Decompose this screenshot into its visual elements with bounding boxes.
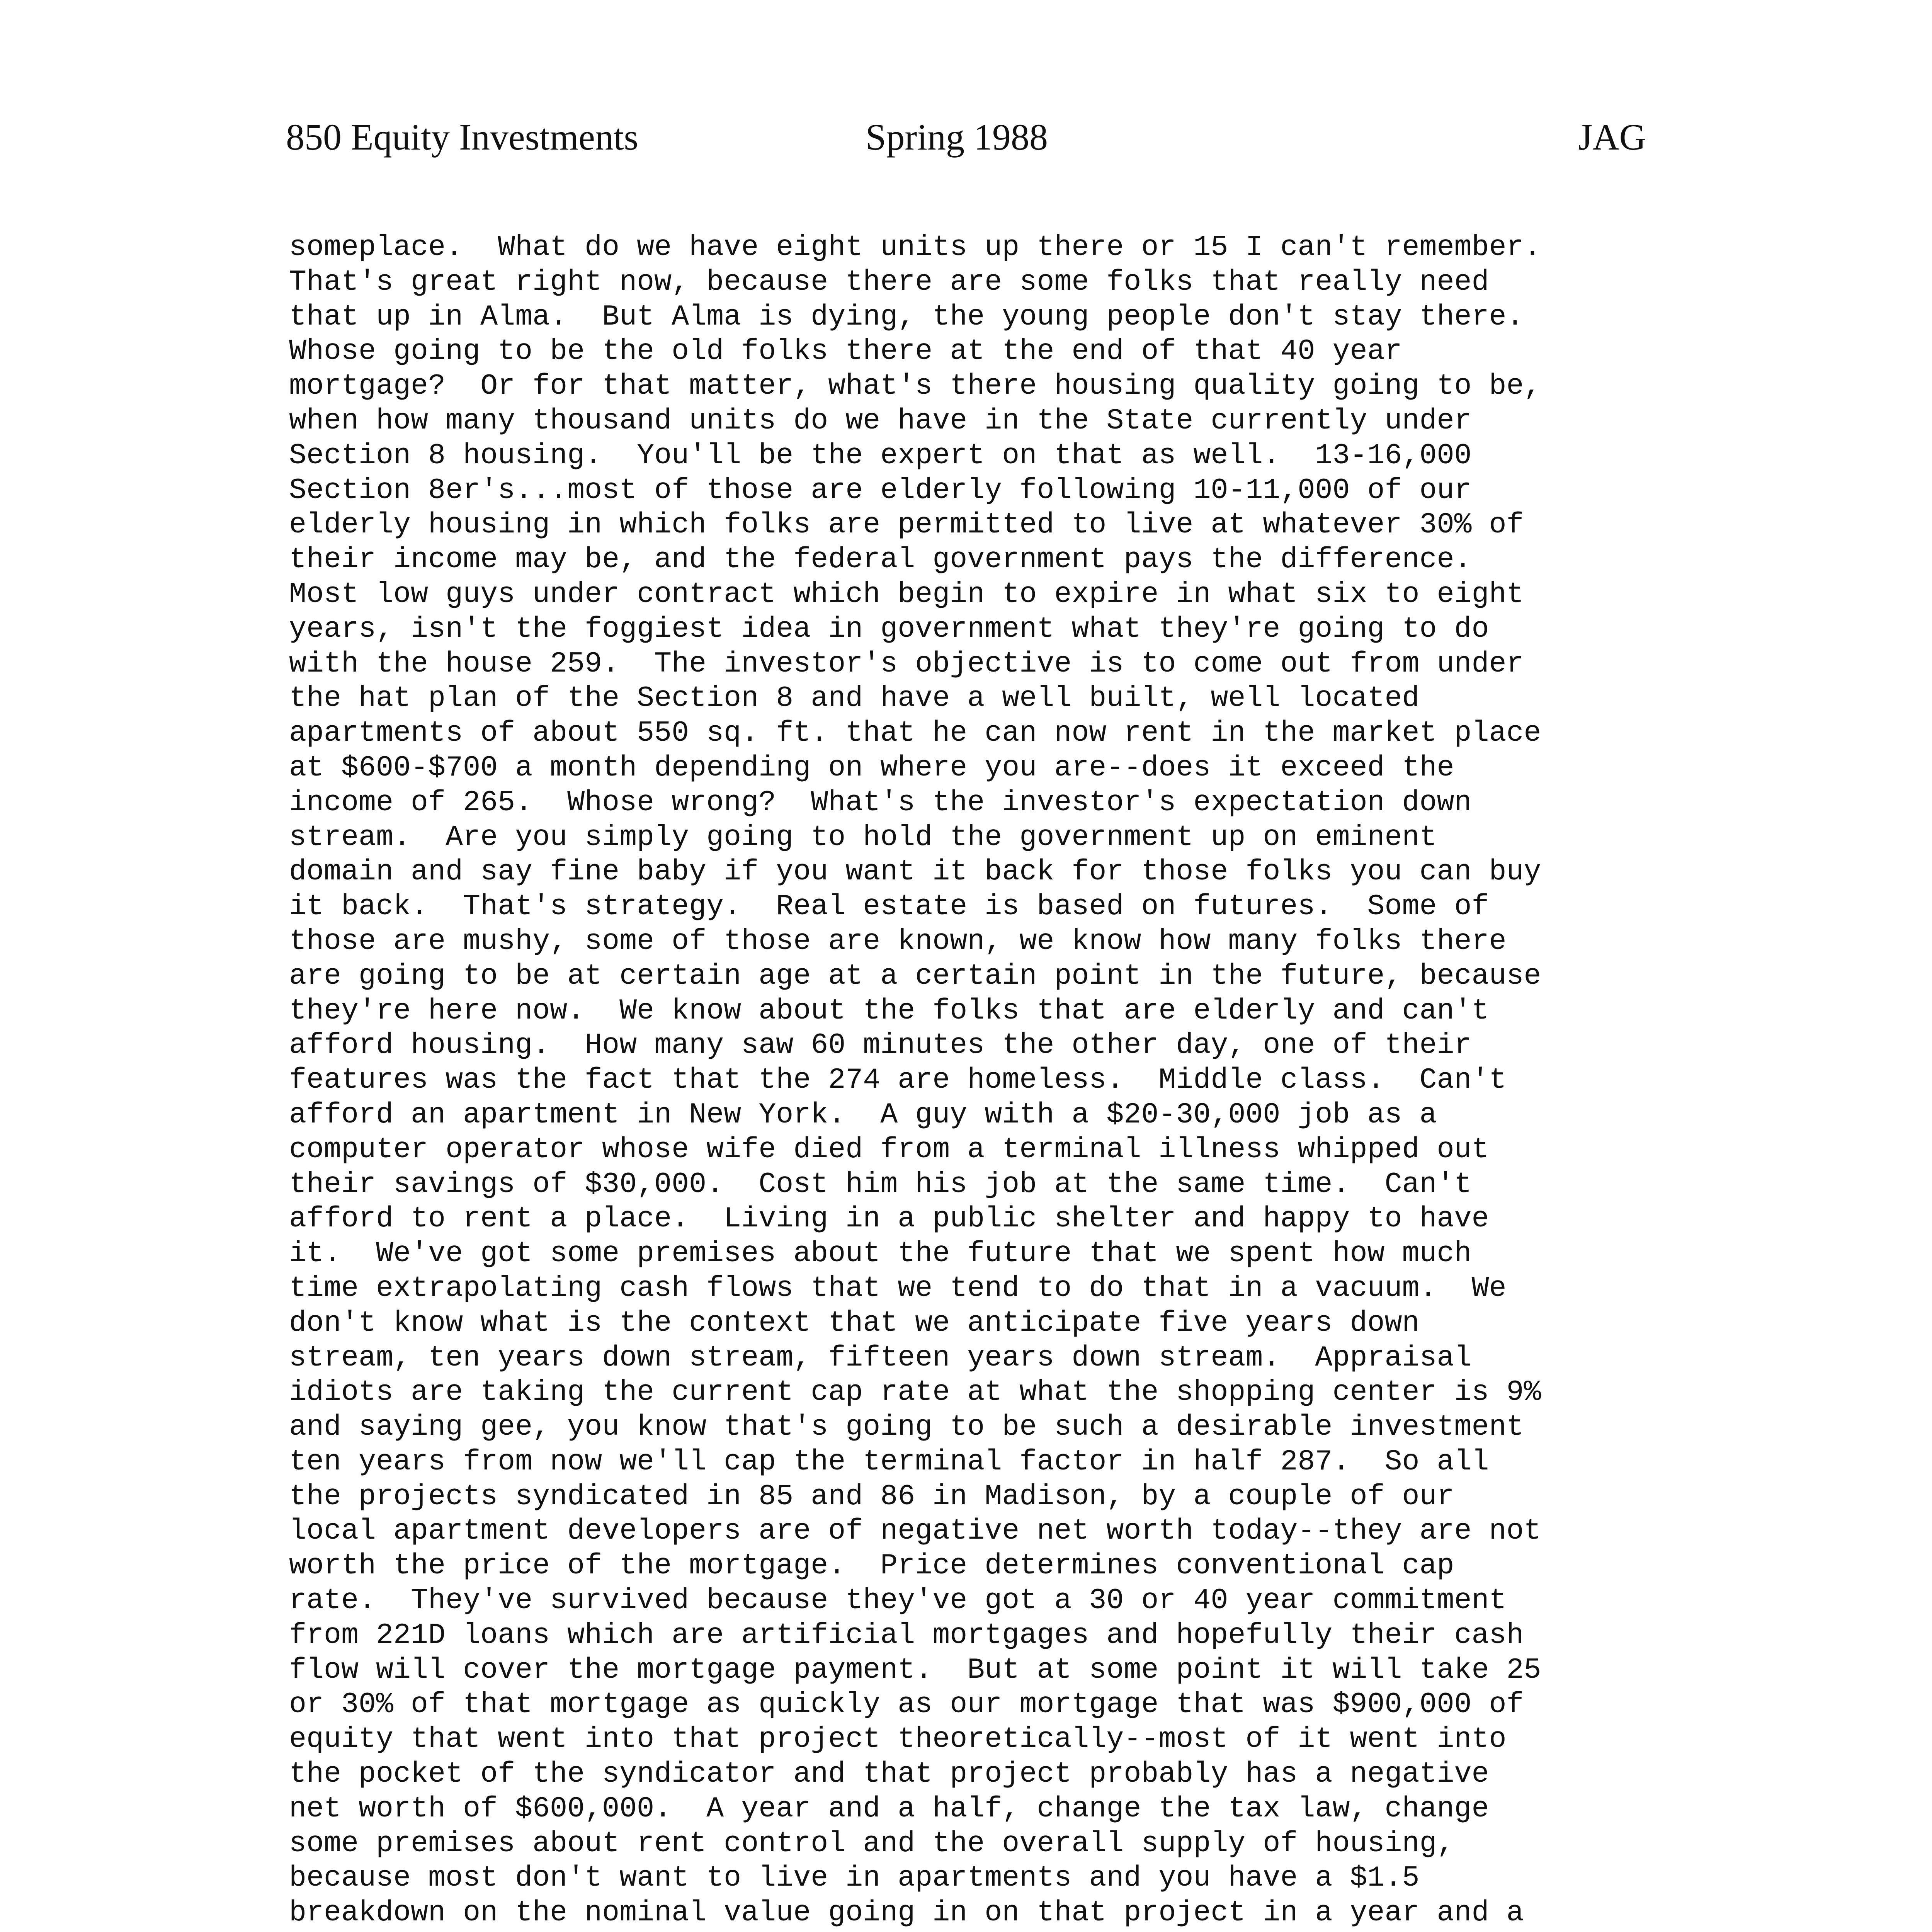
course-title: 850 Equity Investments: [286, 116, 638, 158]
body-line: local apartment developers are of negative net worth today--they are not: [289, 1515, 1541, 1548]
body-line: it back. That's strategy. Real estate is based on futures. Some of: [289, 890, 1489, 923]
body-line: those are mushy, some of those are known, we know how many folks there: [289, 925, 1507, 958]
body-line: someplace. What do we have eight units up there or 15 I can't remember.: [289, 231, 1541, 264]
body-line: their income may be, and the federal government pays the difference.: [289, 543, 1472, 577]
body-line: breakdown on the nominal value going in on that project in a year and a: [289, 1896, 1524, 1930]
transcript-body: [289, 230, 1696, 1932]
body-line: ten years from now we'll cap the terminal factor in half 287. So all: [289, 1445, 1489, 1478]
body-line: rate. They've survived because they've got a 30 or 40 year commitment: [289, 1584, 1507, 1617]
body-line: afford housing. How many saw 60 minutes the other day, one of their: [289, 1029, 1472, 1062]
body-line: flow will cover the mortgage payment. But at some point it will take 25: [289, 1653, 1541, 1687]
body-line: features was the fact that the 274 are homeless. Middle class. Can't: [289, 1064, 1507, 1097]
body-line: computer operator whose wife died from a terminal illness whipped out: [289, 1133, 1489, 1166]
body-line: That's great right now, because there are some folks that really need: [289, 265, 1489, 299]
body-line: Most low guys under contract which begin to expire in what six to eight: [289, 578, 1524, 611]
body-line: elderly housing in which folks are permitted to live at whatever 30% of: [289, 509, 1524, 542]
body-line: the hat plan of the Section 8 and have a well built, well located: [289, 682, 1420, 715]
body-line: the pocket of the syndicator and that project probably has a negative: [289, 1758, 1489, 1791]
body-line: domain and say fine baby if you want it back for those folks you can buy: [289, 855, 1541, 889]
body-line: when how many thousand units do we have in the State currently under: [289, 404, 1472, 437]
body-line: at $600-$700 a month depending on where you are--does it exceed the: [289, 751, 1454, 784]
body-line: Whose going to be the old folks there at the end of that 40 year: [289, 335, 1402, 368]
body-line: their savings of $30,000. Cost him his job at the same time. Can't: [289, 1168, 1472, 1201]
body-line: Section 8 housing. You'll be the expert on that as well. 13-16,000: [289, 439, 1472, 472]
body-line: the projects syndicated in 85 and 86 in Madison, by a couple of our: [289, 1480, 1454, 1513]
body-line: don't know what is the context that we anticipate five years down: [289, 1306, 1420, 1340]
body-line: stream. Are you simply going to hold the government up on eminent: [289, 821, 1437, 854]
body-line: income of 265. Whose wrong? What's the investor's expectation down: [289, 786, 1472, 819]
body-line: worth the price of the mortgage. Price determines conventional cap: [289, 1549, 1454, 1583]
body-line: they're here now. We know about the folks that are elderly and can't: [289, 994, 1489, 1027]
body-line: Section 8er's...most of those are elderly following 10-11,000 of our: [289, 474, 1472, 507]
body-line: with the house 259. The investor's objective is to come out from under: [289, 647, 1524, 680]
body-line: it. We've got some premises about the future that we spent how much: [289, 1237, 1472, 1270]
body-line: from 221D loans which are artificial mortgages and hopefully their cash: [289, 1619, 1524, 1652]
author-initials: JAG: [1578, 116, 1646, 158]
body-line: idiots are taking the current cap rate at what the shopping center is 9%: [289, 1376, 1541, 1409]
body-line: and saying gee, you know that's going to be such a desirable investment: [289, 1411, 1524, 1444]
body-line: are going to be at certain age at a certain point in the future, because: [289, 959, 1541, 993]
body-line: afford to rent a place. Living in a public shelter and happy to have: [289, 1202, 1489, 1236]
body-line: or 30% of that mortgage as quickly as our mortgage that was $900,000 of: [289, 1688, 1524, 1721]
body-line: some premises about rent control and the overall supply of housing,: [289, 1827, 1454, 1860]
page-header: [286, 112, 1646, 162]
body-line: apartments of about 550 sq. ft. that he can now rent in the market place: [289, 717, 1541, 750]
body-line: equity that went into that project theoretically--most of it went into: [289, 1723, 1507, 1756]
body-line: years, isn't the foggiest idea in government what they're going to do: [289, 612, 1489, 646]
body-line: because most don't want to live in apartments and you have a $1.5: [289, 1862, 1420, 1895]
body-line: [289, 1930, 1696, 1932]
body-line: afford an apartment in New York. A guy with a $20-30,000 job as a: [289, 1098, 1437, 1131]
body-line: mortgage? Or for that matter, what's there housing quality going to be,: [289, 370, 1541, 403]
body-line: net worth of $600,000. A year and a half, change the tax law, change: [289, 1792, 1489, 1825]
body-line: stream, ten years down stream, fifteen years down stream. Appraisal: [289, 1341, 1472, 1374]
term-label: Spring 1988: [866, 116, 1048, 158]
body-line: time extrapolating cash flows that we tend to do that in a vacuum. We: [289, 1272, 1507, 1305]
body-line: that up in Alma. But Alma is dying, the young people don't stay there.: [289, 300, 1524, 333]
